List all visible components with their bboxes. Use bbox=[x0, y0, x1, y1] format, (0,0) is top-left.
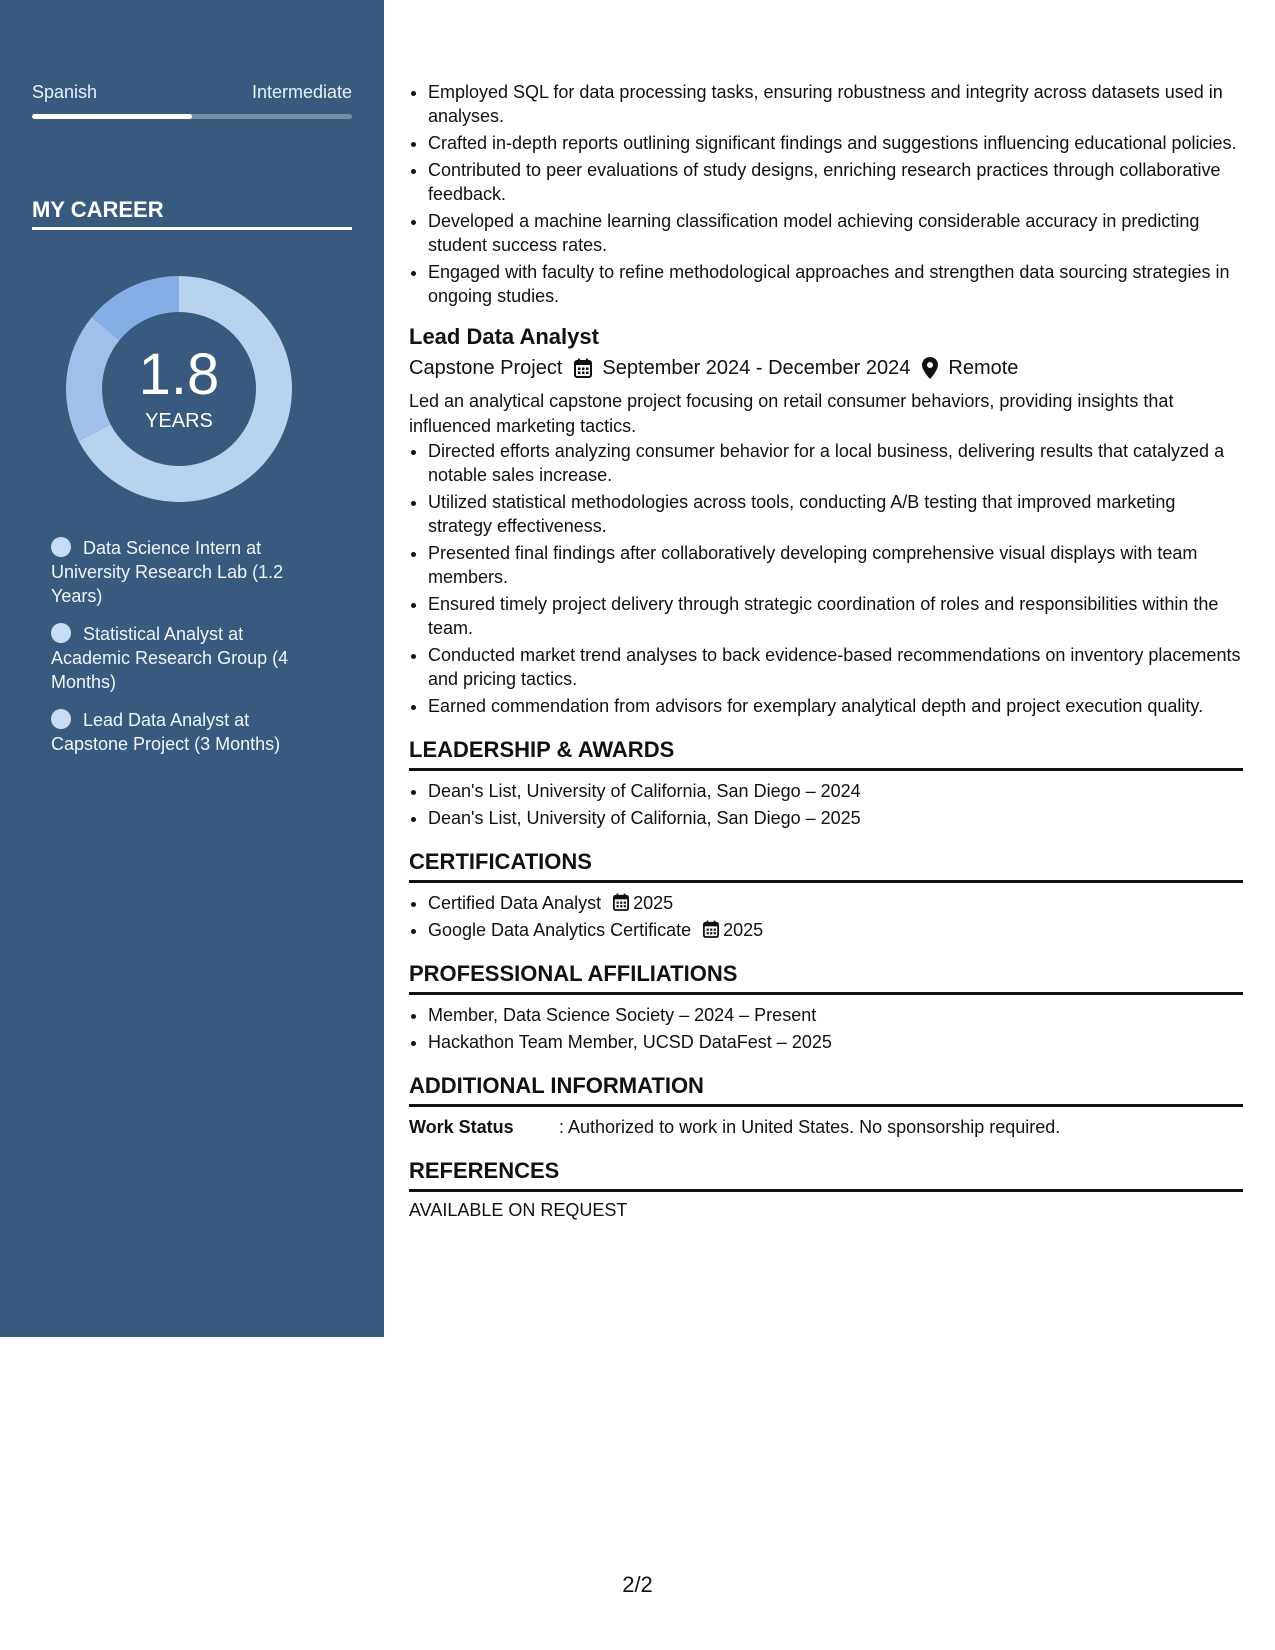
legend-dot-icon bbox=[51, 709, 71, 729]
bullet-item: • Utilized statistical methodologies across tools, conducting A/B testing that improved marketing strategy effectiveness. bbox=[428, 490, 1243, 538]
sidebar bbox=[0, 0, 384, 1337]
bullet-item: • Ensured timely project delivery through strategic coordination of roles and responsibilities within the team. bbox=[428, 592, 1243, 640]
section-rule bbox=[409, 768, 1243, 771]
location-pin-icon bbox=[922, 357, 938, 379]
affiliations-list bbox=[409, 1003, 1243, 1054]
award-item: • Dean's List, University of California, San Diego – 2025 bbox=[428, 806, 1243, 830]
career-legend-item bbox=[51, 708, 321, 756]
award-item: • Dean's List, University of California, San Diego – 2024 bbox=[428, 779, 1243, 803]
bullet-item: • Employed SQL for data processing tasks, ensuring robustness and integrity across datasets used in analyses. bbox=[428, 80, 1243, 128]
bullet-item: • Directed efforts analyzing consumer behavior for a local business, delivering results that catalyzed a notable sales increase. bbox=[428, 439, 1243, 487]
job-location: Remote bbox=[948, 357, 1019, 379]
career-section-rule bbox=[32, 227, 352, 230]
bullet-item: • Earned commendation from advisors for exemplary analytical depth and project execution quality. bbox=[428, 694, 1243, 718]
work-status-row bbox=[409, 1115, 1243, 1139]
section-rule bbox=[409, 1104, 1243, 1107]
certification-item bbox=[428, 918, 1243, 942]
bullet-item: • Contributed to peer evaluations of study designs, enriching research practices through collaborative feedback. bbox=[428, 158, 1243, 206]
certification-year: 2025 bbox=[723, 920, 764, 940]
previous-job-bullets bbox=[409, 80, 1243, 308]
calendar-icon bbox=[574, 358, 592, 378]
certification-name: Certified Data Analyst bbox=[428, 893, 602, 913]
language-proficiency-fill bbox=[32, 114, 192, 119]
certification-item bbox=[428, 891, 1243, 915]
section-rule bbox=[409, 992, 1243, 995]
references-section-title: REFERENCES bbox=[409, 1158, 560, 1183]
language-level: Intermediate bbox=[251, 82, 352, 102]
additional-info-section-title: ADDITIONAL INFORMATION bbox=[409, 1073, 704, 1098]
main-content bbox=[409, 80, 1243, 1221]
certifications-list bbox=[409, 891, 1243, 942]
language-name: Spanish bbox=[32, 82, 98, 102]
bullet-item: • Developed a machine learning classification model achieving considerable accuracy in predicting student success rates. bbox=[428, 209, 1243, 257]
work-status-label: Work Status bbox=[409, 1117, 514, 1137]
job-company: Capstone Project bbox=[409, 357, 563, 379]
affiliation-item: • Member, Data Science Society – 2024 – Present bbox=[428, 1003, 1243, 1027]
career-legend bbox=[51, 536, 321, 770]
bullet-item: • Presented final findings after collaboratively developing comprehensive visual displays with team members. bbox=[428, 541, 1243, 589]
page-number: 2/2 bbox=[622, 1572, 653, 1597]
bullet-item: • Engaged with faculty to refine methodological approaches and strengthen data sourcing strategies in ongoing studies. bbox=[428, 260, 1243, 308]
legend-dot-icon bbox=[51, 537, 71, 557]
job-title: Lead Data Analyst bbox=[409, 324, 599, 349]
job-meta bbox=[409, 355, 1243, 381]
certification-name: Google Data Analytics Certificate bbox=[428, 920, 692, 940]
career-total-value: 1.8 bbox=[138, 342, 220, 407]
career-legend-item bbox=[51, 536, 321, 608]
career-legend-label: Lead Data Analyst at Capstone Project (3 Months) bbox=[51, 710, 281, 754]
job-description: Led an analytical capstone project focusing on retail consumer behaviors, providing insights that influenced marketing tactics. bbox=[409, 391, 1174, 436]
career-legend-label: Data Science Intern at University Research Lab (1.2 Years) bbox=[51, 538, 284, 606]
job-dates: September 2024 - December 2024 bbox=[602, 357, 911, 379]
affiliation-item: • Hackathon Team Member, UCSD DataFest – 2025 bbox=[428, 1030, 1243, 1054]
bullet-item: • Crafted in-depth reports outlining significant findings and suggestions influencing educational policies. bbox=[428, 131, 1243, 155]
affiliations-section-title: PROFESSIONAL AFFILIATIONS bbox=[409, 961, 738, 986]
career-legend-label: Statistical Analyst at Academic Research Group (4 Months) bbox=[51, 624, 289, 692]
legend-dot-icon bbox=[51, 623, 71, 643]
bullet-item: • Conducted market trend analyses to back evidence-based recommendations on inventory placements and pricing tactics. bbox=[428, 643, 1243, 691]
section-rule bbox=[409, 880, 1243, 883]
career-section-title: MY CAREER bbox=[32, 197, 164, 222]
job-bullets bbox=[409, 439, 1243, 718]
calendar-icon bbox=[613, 893, 629, 911]
language-proficiency-bar bbox=[32, 114, 352, 119]
career-total-unit: YEARS bbox=[145, 410, 213, 432]
calendar-icon bbox=[703, 920, 719, 938]
awards-section-title: LEADERSHIP & AWARDS bbox=[409, 737, 675, 762]
work-status-value: : Authorized to work in United States. No sponsorship required. bbox=[559, 1117, 1061, 1137]
certifications-section-title: CERTIFICATIONS bbox=[409, 849, 592, 874]
section-rule bbox=[409, 1189, 1243, 1192]
career-legend-item bbox=[51, 622, 321, 694]
language-row bbox=[32, 82, 352, 103]
references-text: AVAILABLE ON REQUEST bbox=[409, 1200, 628, 1220]
awards-list bbox=[409, 779, 1243, 830]
certification-year: 2025 bbox=[633, 893, 674, 913]
